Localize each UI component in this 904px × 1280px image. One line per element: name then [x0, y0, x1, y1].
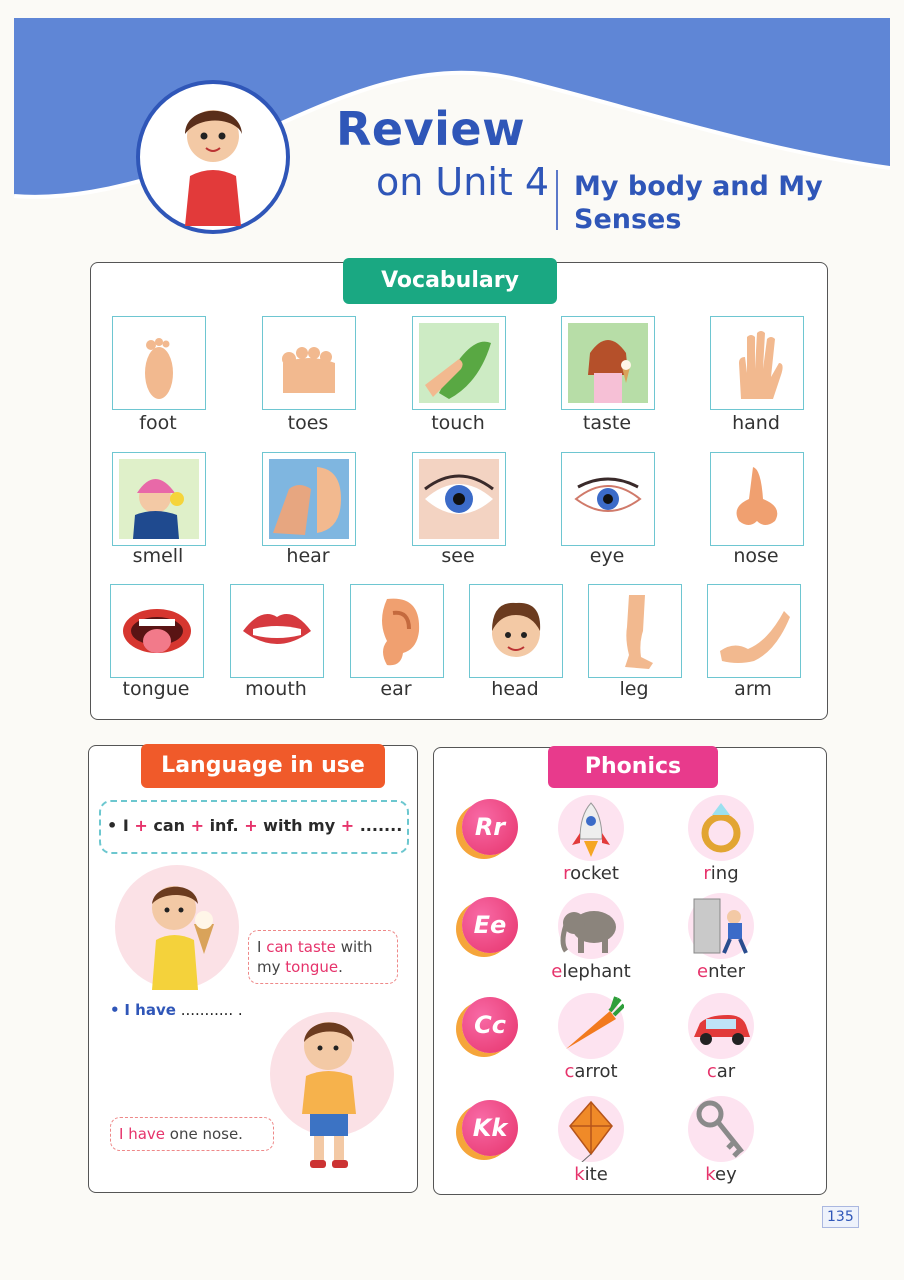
- eye-icon: [568, 459, 648, 539]
- vocab-word: head: [491, 678, 539, 700]
- have-bullet: •: [110, 1001, 120, 1019]
- vocab-card-tongue: [110, 584, 204, 678]
- phonics-rest: nter: [708, 961, 746, 982]
- nose-icon: [717, 459, 797, 539]
- key-icon: [688, 1096, 754, 1162]
- phonics-initial: r: [563, 863, 571, 884]
- phonics-word: [666, 961, 776, 982]
- vocab-card-taste: [561, 316, 655, 410]
- vocab-card-smell: [112, 452, 206, 546]
- formula-plus: +: [244, 816, 258, 835]
- formula-modal: can: [153, 816, 185, 835]
- speech-bubble-nose: [110, 1117, 274, 1151]
- formula-verb: inf.: [209, 816, 239, 835]
- phonics-rest: ing: [710, 863, 739, 884]
- bubble-text: one nose.: [165, 1125, 243, 1143]
- leg-icon: [595, 591, 675, 671]
- enter-icon: [688, 893, 754, 959]
- phonics-picture: [688, 795, 754, 861]
- phonics-word: [536, 1061, 646, 1082]
- vocab-card-nose: [710, 452, 804, 546]
- bubble-highlight: I have: [119, 1125, 165, 1143]
- bubble-text: .: [338, 958, 343, 976]
- phonics-rest: ar: [716, 1061, 736, 1082]
- page-title: Review: [336, 102, 526, 156]
- vocab-card-hear: [262, 452, 356, 546]
- phonics-rest: lephant: [562, 961, 631, 982]
- hand-icon: [717, 323, 797, 403]
- phonics-letter-badge: Rr: [462, 799, 518, 855]
- vocab-card-see: [412, 452, 506, 546]
- vocab-word: hand: [732, 412, 780, 434]
- bubble-highlight: tongue: [285, 958, 339, 976]
- unit-topic: My body and My Senses: [574, 171, 823, 235]
- vocab-word: smell: [132, 545, 184, 567]
- language-heading: Language in use: [141, 744, 385, 788]
- phonics-picture: [558, 993, 624, 1059]
- phonics-rest: ite: [584, 1164, 608, 1185]
- vocab-word: taste: [582, 412, 632, 434]
- i-have-prompt: [110, 1001, 243, 1019]
- phonics-initial: k: [705, 1164, 716, 1185]
- phonics-rest: ocket: [570, 863, 619, 884]
- girl-avatar: [136, 80, 290, 234]
- rocket-icon: [558, 795, 624, 861]
- phonics-rest: ey: [715, 1164, 737, 1185]
- vocab-word: eye: [589, 545, 625, 567]
- bubble-highlight: can taste: [266, 938, 336, 956]
- phonics-rest: arrot: [574, 1061, 618, 1082]
- vocab-card-eye: [561, 452, 655, 546]
- vocab-word: hear: [286, 545, 330, 567]
- phonics-initial: e: [551, 961, 563, 982]
- vocabulary-heading: Vocabulary: [343, 258, 557, 304]
- vocab-word: leg: [619, 678, 649, 700]
- language-formula: [107, 816, 407, 835]
- formula-plus: +: [134, 816, 148, 835]
- vocab-card-ear: [350, 584, 444, 678]
- car-icon: [688, 993, 754, 1059]
- head-icon: [476, 591, 556, 671]
- language-formula-box: [99, 800, 409, 854]
- phonics-word: [536, 1164, 646, 1185]
- vocab-card-leg: [588, 584, 682, 678]
- vocab-word: toes: [287, 412, 329, 434]
- phonics-picture: [688, 1096, 754, 1162]
- phonics-initial: c: [564, 1061, 575, 1082]
- vocab-word: touch: [431, 412, 485, 434]
- phonics-picture: [558, 1096, 624, 1162]
- elephant-icon: [558, 893, 624, 959]
- phonics-picture: [558, 795, 624, 861]
- hear-icon: [269, 459, 349, 539]
- phonics-picture: [558, 893, 624, 959]
- vocab-card-touch: [412, 316, 506, 410]
- formula-plus: +: [190, 816, 204, 835]
- boy-ice-cream-illustration: [112, 862, 242, 992]
- formula-plus: +: [340, 816, 355, 835]
- foot-icon: [119, 323, 199, 403]
- vocab-word: mouth: [245, 678, 307, 700]
- phonics-initial: r: [703, 863, 711, 884]
- kite-icon: [558, 1096, 624, 1162]
- phonics-picture: [688, 893, 754, 959]
- ring-icon: [688, 795, 754, 861]
- unit-subtitle: on Unit 4: [376, 160, 550, 204]
- toes-icon: [269, 323, 349, 403]
- vocab-word: ear: [380, 678, 412, 700]
- arm-icon: [714, 591, 794, 671]
- phonics-word: [666, 1061, 776, 1082]
- vocab-card-head: [469, 584, 563, 678]
- vocab-word: see: [441, 545, 475, 567]
- tongue-icon: [117, 591, 197, 671]
- ear-icon: [357, 591, 437, 671]
- touch-icon: [419, 323, 499, 403]
- page-number: 135: [822, 1206, 859, 1228]
- see-icon: [419, 459, 499, 539]
- phonics-initial: e: [696, 961, 709, 982]
- boy-nose-illustration: [262, 1004, 396, 1174]
- phonics-initial: c: [706, 1061, 717, 1082]
- carrot-icon: [558, 993, 624, 1059]
- formula-with-my: with my: [263, 816, 336, 835]
- vocab-word: arm: [734, 678, 772, 700]
- phonics-letter-badge: Kk: [462, 1100, 518, 1156]
- taste-icon: [568, 323, 648, 403]
- have-label: I have: [124, 1001, 176, 1019]
- vocab-card-toes: [262, 316, 356, 410]
- smell-icon: [119, 459, 199, 539]
- phonics-word: [666, 863, 776, 884]
- phonics-initial: k: [574, 1164, 585, 1185]
- phonics-word: [536, 961, 646, 982]
- formula-subject: I: [122, 816, 129, 835]
- vocab-card-mouth: [230, 584, 324, 678]
- vocab-card-foot: [112, 316, 206, 410]
- bubble-text: with my: [257, 938, 373, 976]
- phonics-picture: [688, 993, 754, 1059]
- vocab-card-hand: [710, 316, 804, 410]
- vocab-word: tongue: [122, 678, 190, 700]
- phonics-heading: Phonics: [548, 746, 718, 788]
- formula-blank: .......: [359, 816, 403, 835]
- vocab-word: foot: [139, 412, 177, 434]
- vocab-word: nose: [733, 545, 779, 567]
- speech-bubble-taste: [248, 930, 398, 984]
- phonics-letter-badge: Ee: [462, 897, 518, 953]
- have-blank: ........... .: [180, 1001, 243, 1019]
- title-divider: [556, 170, 558, 230]
- bubble-text: I: [257, 938, 267, 956]
- mouth-icon: [237, 591, 317, 671]
- formula-bullet: •: [107, 816, 118, 835]
- phonics-letter-badge: Cc: [462, 997, 518, 1053]
- vocab-card-arm: [707, 584, 801, 678]
- phonics-word: [536, 863, 646, 884]
- phonics-word: [666, 1164, 776, 1185]
